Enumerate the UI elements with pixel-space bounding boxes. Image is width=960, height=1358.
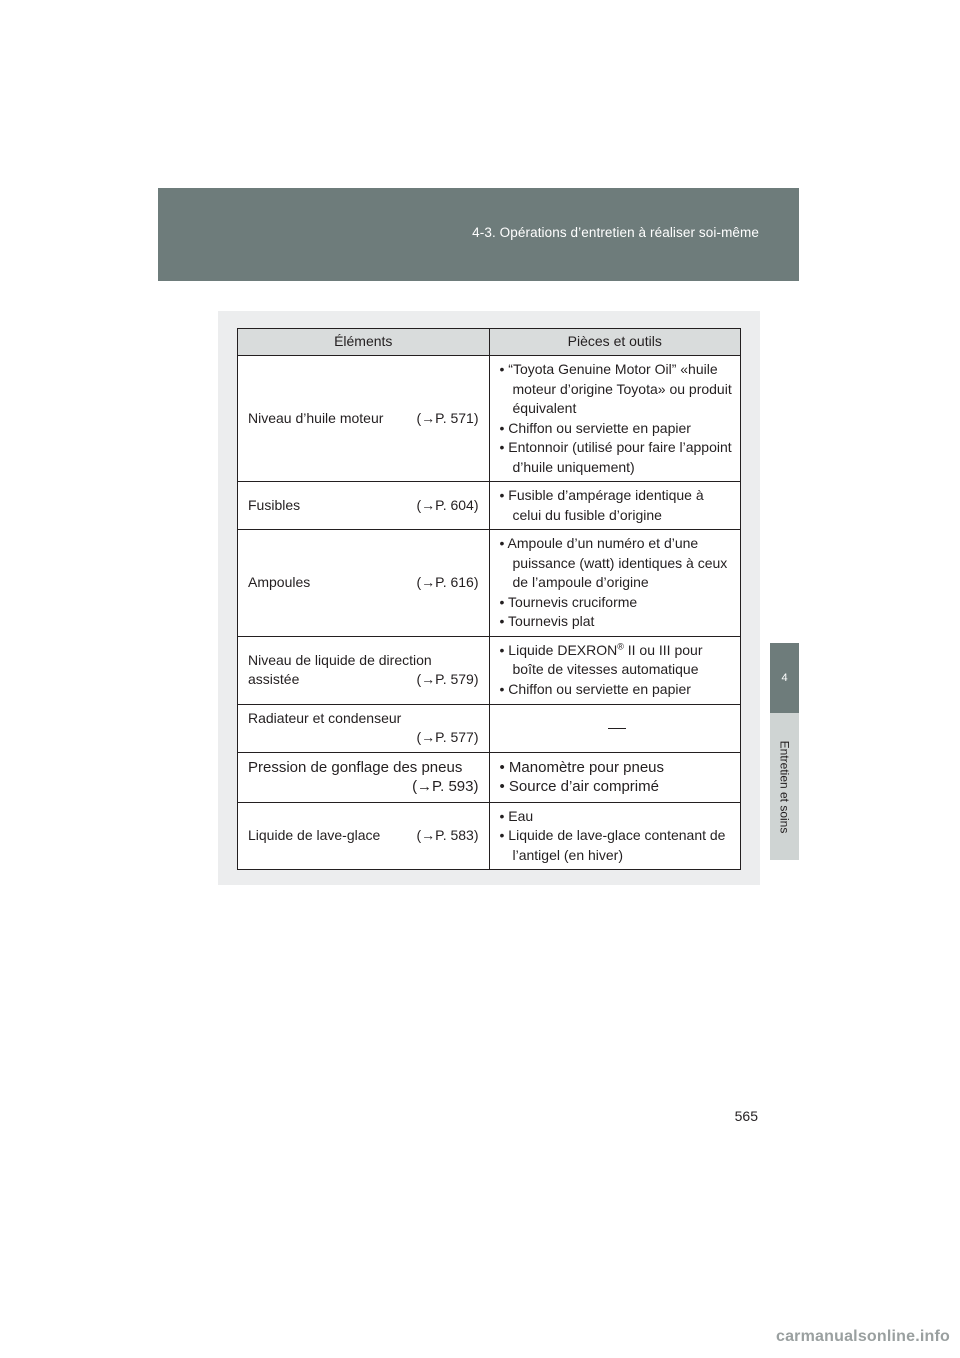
chapter-number-tab: 4 [770, 643, 799, 713]
list-item: • Eau [500, 807, 735, 827]
chapter-label [770, 713, 799, 860]
page-reference: (→P. 616) [416, 574, 479, 590]
parts-cell [489, 356, 741, 482]
section-header-band [158, 188, 799, 281]
element-name: Radiateur et condenseur [248, 709, 402, 726]
list-item: • Liquide DEXRON® II ou III pour boîte de vitesses automatique [500, 641, 735, 680]
page-reference: (→P. 579) [416, 671, 479, 687]
section-title: 4-3. Opérations d’entretien à réaliser soi-même [472, 225, 759, 240]
list-item: • Tournevis cruciforme [500, 593, 735, 613]
list-item: • Fusible d’ampérage identique à celui du fusible d’origine [500, 486, 735, 525]
element-cell [238, 752, 490, 802]
element-name: Liquide de lave-glace [248, 827, 381, 843]
element-cell [238, 356, 490, 482]
element-name: Niveau de liquide de direction [248, 651, 432, 668]
items-table [237, 328, 741, 870]
parts-cell [489, 530, 741, 637]
column-header-parts: Pièces et outils [489, 329, 741, 356]
table-row [238, 356, 741, 482]
table-row [238, 482, 741, 530]
table-row [238, 636, 741, 704]
watermark: carmanualsonline.info [775, 1328, 950, 1345]
list-item: • Ampoule d’un numéro et d’une puissance (watt) identiques à ceux de l’ampoule d’origine [500, 534, 735, 593]
page-reference: (→P. 571) [416, 409, 479, 426]
list-item: • Chiffon ou serviette en papier [500, 680, 735, 700]
table-row [238, 704, 741, 752]
element-name: Ampoules [248, 574, 311, 590]
table-row [238, 802, 741, 870]
parts-cell [489, 802, 741, 870]
list-item: • Liquide de lave-glace contenant de l’antigel (en hiver) [500, 826, 735, 865]
element-cell [238, 704, 490, 752]
parts-cell [489, 752, 741, 802]
table-row [238, 752, 741, 802]
list-item: • Entonnoir (utilisé pour faire l’appoint d’huile uniquement) [500, 438, 735, 477]
parts-cell-empty [489, 704, 741, 752]
table-row [238, 530, 741, 637]
page-reference: (→P. 583) [416, 827, 479, 843]
element-cell [238, 482, 490, 530]
parts-cell [489, 636, 741, 704]
page-reference: (→P. 577) [416, 729, 479, 745]
element-name: Fusibles [248, 496, 301, 513]
element-name: Pression de gonflage des pneus [248, 758, 463, 776]
registered-mark: ® [617, 641, 624, 652]
parts-cell [489, 482, 741, 530]
list-item: • Source d’air comprimé [500, 777, 735, 797]
list-item: • “Toyota Genuine Motor Oil” «huile moteur d’origine Toyota» ou produit équivalent [500, 360, 735, 419]
element-name-continued: assistée [248, 671, 300, 687]
page-number: 565 [734, 1108, 758, 1124]
page-reference: (→P. 604) [416, 496, 479, 513]
empty-dash [608, 728, 626, 729]
element-cell [238, 802, 490, 870]
page-reference: (→P. 593) [412, 778, 479, 795]
list-item: • Tournevis plat [500, 612, 735, 632]
column-header-elements: Éléments [238, 329, 490, 356]
chapter-label-text: Entretien et soins [777, 740, 792, 833]
list-item: • Chiffon ou serviette en papier [500, 419, 735, 439]
table-header-row [238, 329, 741, 356]
element-cell [238, 636, 490, 704]
element-cell [238, 530, 490, 637]
list-item: • Manomètre pour pneus [500, 758, 735, 778]
element-name: Niveau d’huile moteur [248, 409, 384, 426]
